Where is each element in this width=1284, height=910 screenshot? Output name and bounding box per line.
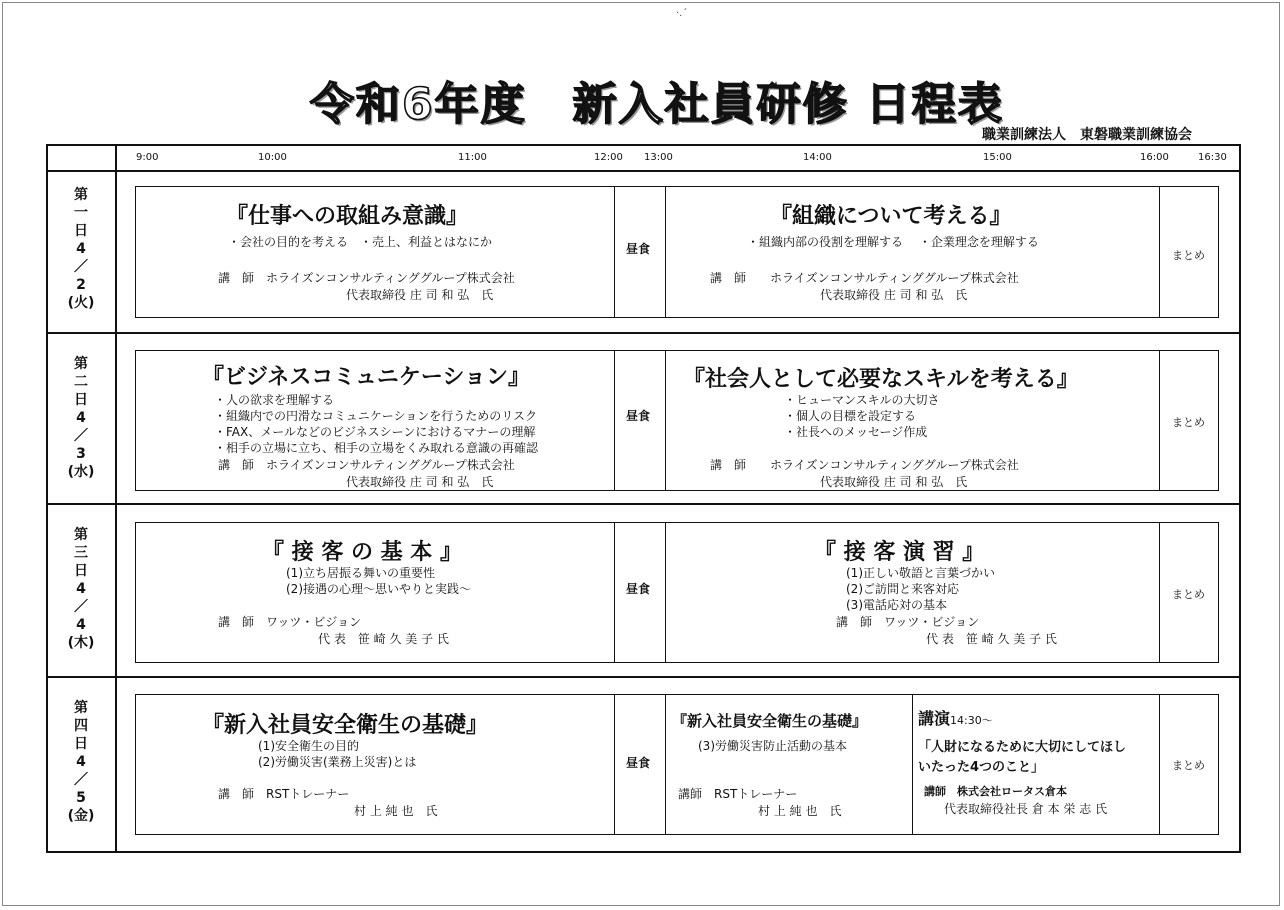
- session-title: 『組織について考える』: [770, 204, 1012, 229]
- session-point: ・会社の目的を考える ・売上、利益とはなにか: [228, 235, 493, 249]
- day-column-separator: [115, 144, 117, 853]
- instructor-name: 代表取締役 庄 司 和 弘 氏: [820, 475, 968, 489]
- session-point: ・相手の立場に立ち、相手の立場をくみ取れる意識の再確認: [214, 441, 539, 455]
- session-title: 『新入社員安全衛生の基礎』: [672, 712, 868, 730]
- session-point: (2)ご訪問と来客対応: [846, 582, 959, 596]
- time-1300: 13:00: [644, 152, 673, 163]
- instructor-name: 村 上 純 也 氏: [758, 804, 842, 818]
- instructor-company: 講 師 RSTトレーナー: [218, 787, 350, 801]
- session-point: ・社長へのメッセージ作成: [784, 425, 928, 439]
- session-point: (2)労働災害(業務上災害)とは: [258, 755, 417, 769]
- lunch-sep-left: [614, 522, 615, 663]
- instructor-company: 講 師 ワッツ・ビジョン: [836, 615, 980, 629]
- lunch-sep-left: [614, 186, 615, 318]
- wrapup-sep: [1159, 694, 1160, 835]
- instructor-company: 講師 RSTトレーナー: [678, 787, 798, 801]
- lunch-label: 昼食: [626, 242, 651, 256]
- wrapup-label: まとめ: [1172, 588, 1205, 601]
- lunch-sep-right: [665, 522, 666, 663]
- instructor-company: 講 師 ワッツ・ビジョン: [218, 615, 362, 629]
- lecture-title-line1: 「人財になるために大切にしてほし: [918, 740, 1127, 755]
- session-point: ・FAX、メールなどのビジネスシーンにおけるマナーの理解: [214, 425, 536, 439]
- session-title: 『新入社員安全衛生の基礎』: [202, 713, 489, 738]
- lecture-heading: 講演14:30～: [918, 709, 993, 728]
- time-1200: 12:00: [594, 152, 623, 163]
- session-point: (2)接遇の心理～思いやりと実践～: [286, 582, 471, 596]
- lunch-label: 昼食: [626, 409, 651, 423]
- scan-mark: ·.´: [676, 8, 688, 19]
- instructor-name: 代 表 笹 崎 久 美 子 氏: [926, 632, 1057, 646]
- time-1100: 11:00: [458, 152, 487, 163]
- time-1000: 10:00: [258, 152, 287, 163]
- lunch-label: 昼食: [626, 756, 651, 770]
- session-point: (1)安全衛生の目的: [258, 739, 359, 753]
- lunch-sep-left: [614, 350, 615, 491]
- lunch-label: 昼食: [626, 582, 651, 596]
- row-separator: [46, 503, 1241, 505]
- wrapup-sep: [1159, 186, 1160, 318]
- time-1600: 16:00: [1140, 152, 1169, 163]
- session-point: ・人の欲求を理解する: [214, 393, 335, 407]
- session-title: 『仕事への取組み意識』: [226, 204, 469, 229]
- lunch-sep-right: [665, 186, 666, 318]
- session-point: (3)労働災害防止活動の基本: [698, 739, 847, 753]
- instructor-company: 講 師 ホライズンコンサルティンググループ株式会社: [710, 458, 1019, 472]
- session-point: (1)正しい敬語と言葉づかい: [846, 566, 995, 580]
- session-point: ・ヒューマンスキルの大切さ: [784, 393, 940, 407]
- session-point: ・個人の目標を設定する: [784, 409, 917, 423]
- session-point: ・組織内部の役割を理解する ・企業理念を理解する: [747, 235, 1039, 249]
- lecture-time: 14:30～: [950, 714, 993, 727]
- instructor-company: 講 師 ホライズンコンサルティンググループ株式会社: [218, 458, 515, 472]
- session-title: 『ビジネスコミュニケーション』: [202, 365, 531, 390]
- wrapup-sep: [1159, 522, 1160, 663]
- page-title: 令和6年度 新入社員研修 日程表: [310, 79, 1004, 130]
- lecture-title-line2: いたった4つのこと」: [918, 760, 1045, 775]
- session-title: 『 接 客 の 基 本 』: [262, 540, 462, 565]
- day-label-4: 第 四 日 4 ／ 5 (金): [67, 700, 95, 824]
- session-point: (3)電話応対の基本: [846, 598, 947, 612]
- wrapup-label: まとめ: [1172, 249, 1205, 262]
- day-label-3: 第 三 日 4 ／ 4 (木): [67, 527, 95, 651]
- lecture-instructor-company: 講師 株式会社ロータス倉本: [924, 785, 1067, 798]
- instructor-name: 代表取締役 庄 司 和 弘 氏: [820, 288, 968, 302]
- session-point: (1)立ち居振る舞いの重要性: [286, 566, 435, 580]
- time-1400: 14:00: [803, 152, 832, 163]
- wrapup-sep: [1159, 350, 1160, 491]
- instructor-company: 講 師 ホライズンコンサルティンググループ株式会社: [710, 271, 1019, 285]
- time-1500: 15:00: [983, 152, 1012, 163]
- organization-name: 職業訓練法人 東磐職業訓練協会: [982, 127, 1192, 143]
- lunch-sep-right: [665, 694, 666, 835]
- instructor-name: 代表取締役 庄 司 和 弘 氏: [346, 475, 494, 489]
- instructor-name: 代表取締役 庄 司 和 弘 氏: [346, 288, 494, 302]
- header-separator: [46, 170, 1241, 172]
- session-point: ・組織内での円滑なコミュニケーションを行うためのリスク: [214, 409, 538, 423]
- lunch-sep-right: [665, 350, 666, 491]
- wrapup-label: まとめ: [1172, 416, 1205, 429]
- day-label-2: 第 二 日 4 ／ 3 (水): [67, 356, 95, 480]
- instructor-name: 代 表 笹 崎 久 美 子 氏: [318, 632, 449, 646]
- time-1630: 16:30: [1198, 152, 1227, 163]
- time-0900: 9:00: [136, 152, 159, 163]
- lecture-sep: [912, 694, 913, 835]
- session-title: 『社会人として必要なスキルを考える』: [683, 367, 1079, 392]
- day-label-1: 第 一 日 4 ／ 2 (火): [67, 187, 95, 311]
- lecture-instructor-name: 代表取締役社長 倉 本 栄 志 氏: [944, 802, 1108, 816]
- wrapup-label: まとめ: [1172, 759, 1205, 772]
- lunch-sep-left: [614, 694, 615, 835]
- instructor-name: 村 上 純 也 氏: [354, 804, 438, 818]
- instructor-company: 講 師 ホライズンコンサルティンググループ株式会社: [218, 271, 515, 285]
- row-separator: [46, 676, 1241, 678]
- session-title: 『 接 客 演 習 』: [814, 540, 985, 565]
- row-separator: [46, 332, 1241, 334]
